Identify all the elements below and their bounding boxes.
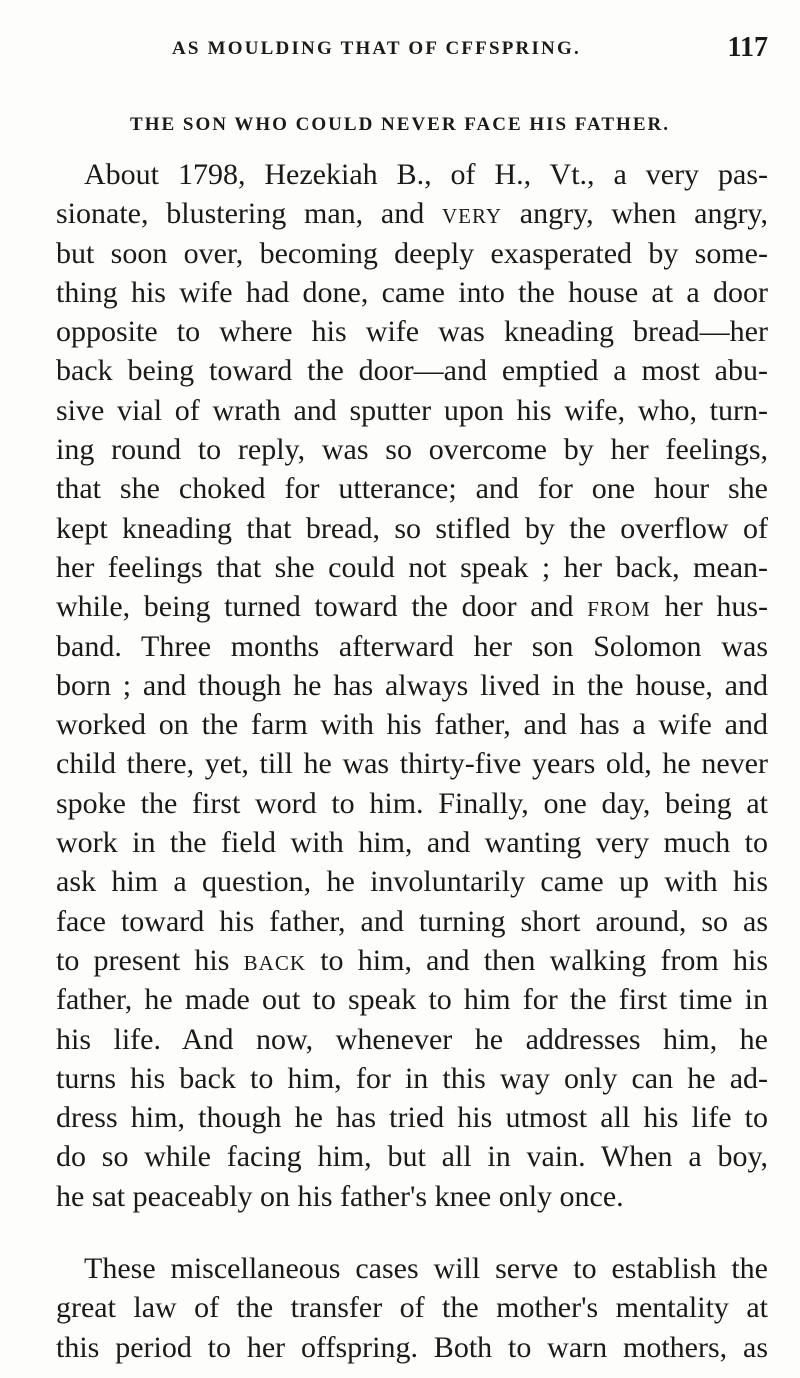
text-line [56,430,768,469]
text-run: child there, yet, till he was thirty-five years old, he never [56,747,768,781]
text-line [56,548,768,587]
text-line [56,1249,768,1288]
text-line [56,469,768,508]
running-head [172,32,772,68]
paragraph-1 [56,155,768,1216]
text-line [56,627,768,666]
text-line [56,587,768,626]
text-line [56,862,768,901]
text-run: sionate, blustering man, and [56,197,442,231]
text-line [56,1020,768,1059]
text-line [56,1059,768,1098]
text-run: sive vial of wrath and sputter upon his wife, who, turn- [56,393,768,427]
text-run: ask him a question, he involuntarily came up with his [56,865,768,899]
text-run: he sat peaceably on his father's knee only once. [56,1179,624,1213]
text-line [56,194,768,233]
text-line [56,784,768,823]
text-line [56,273,768,312]
running-head-title: AS MOULDING THAT OF CFFSPRING. [172,38,581,59]
text-run: great law of the transfer of the mother's mentality at [56,1291,768,1325]
text-line [56,1137,768,1176]
paragraph-spacer [56,1216,768,1249]
text-run: her hus- [650,590,768,624]
text-line [56,941,768,980]
text-run: do so while facing him, but all in vain. When a boy, [56,1140,768,1174]
text-run: this period to her offspring. Both to warn mothers, as [56,1330,768,1364]
text-run: angry, when angry, [502,197,768,231]
text-line [56,234,768,273]
text-run: that she choked for utterance; and for one hour she [56,472,768,506]
text-run: back being toward the door—and emptied a most abu- [56,354,768,388]
text-run: face toward his father, and turning short around, so as [56,904,768,938]
text-run: work in the field with him, and wanting very much to [56,826,768,860]
text-run: dress him, though he has tried his utmost all his life to [56,1101,768,1135]
text-line [56,705,768,744]
paragraph-2 [56,1249,768,1367]
text-line [56,980,768,1019]
text-run: to present his [56,943,244,977]
text-line [56,666,768,705]
text-run: turns his back to him, for in this way only can he ad- [56,1061,768,1095]
text-line [56,391,768,430]
text-run: band. Three months afterward her son Solomon was [56,629,768,663]
text-run: ing round to reply, was so overcome by her feelings, [56,433,768,467]
text-line [56,902,768,941]
text-run: kept kneading that bread, so stifled by the overflow of [56,511,768,545]
text-run: worked on the farm with his father, and has a wife and [56,708,768,742]
text-line [56,509,768,548]
body-text [56,155,768,1367]
text-line [56,1098,768,1137]
emphasis-small-caps: back [243,943,306,977]
text-run: but soon over, becoming deeply exasperated by some- [56,236,768,270]
text-run: to him, and then walking from his [306,943,768,977]
text-line [56,744,768,783]
emphasis-small-caps: from [587,590,651,624]
emphasis-small-caps: very [441,197,502,231]
text-run: while, being turned toward the door and [56,590,588,624]
text-run: his life. And now, whenever he addresses him, he [56,1022,768,1056]
text-run: born ; and though he has always lived in the house, and [56,668,768,702]
section-heading: THE SON WHO COULD NEVER FACE HIS FATHER. [130,114,670,135]
text-line [56,823,768,862]
text-run: These miscellaneous cases will serve to establish the [84,1252,768,1286]
text-line [56,351,768,390]
text-run: About 1798, Hezekiah B., of H., Vt., a very pas- [84,158,768,191]
text-line [56,155,768,194]
text-line [56,1288,768,1327]
text-run: thing his wife had done, came into the house at a door [56,275,768,309]
text-line [56,1328,768,1367]
text-line [56,312,768,351]
text-run: her feelings that she could not speak ; her back, mean- [56,550,768,584]
text-run: opposite to where his wife was kneading bread—her [56,315,768,349]
page-number: 117 [727,32,768,63]
text-run: spoke the first word to him. Finally, one day, being at [56,786,768,820]
text-line [56,1177,768,1216]
text-run: father, he made out to speak to him for the first time in [56,983,768,1017]
